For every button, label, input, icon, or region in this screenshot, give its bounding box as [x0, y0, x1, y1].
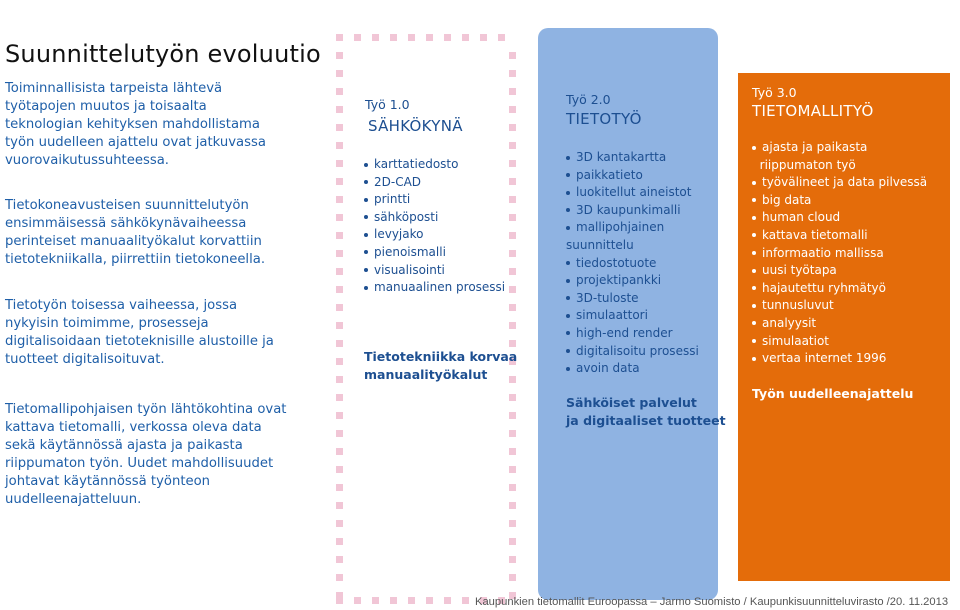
bullet-icon [566, 349, 570, 353]
list-item-label: manuaalinen prosessi [374, 280, 506, 295]
frame-dot [509, 52, 516, 59]
list-item [752, 297, 927, 315]
list-item-label: uusi työtapa [762, 263, 837, 278]
list-item-label: riippumaton työ [752, 157, 856, 172]
list-item [364, 226, 505, 244]
list-item-label: simulaattori [576, 308, 648, 323]
bullet-icon [566, 331, 570, 335]
frame-dot [509, 106, 516, 113]
frame-dot [462, 34, 469, 41]
frame-dot [372, 34, 379, 41]
list-item [364, 174, 505, 192]
col3-heading: Työ 3.0 [752, 85, 797, 100]
footer-text: Kaupunkien tietomallit Euroopassa – Jarmo Suomisto / Kaupunkisuunnitteluvirasto /20. 11.2013 [475, 596, 949, 608]
list-item [364, 191, 505, 209]
bullet-icon [752, 146, 756, 150]
frame-dot [336, 232, 343, 239]
list-item-label: työvälineet ja data pilvessä [762, 175, 928, 190]
bullet-icon [752, 269, 756, 273]
conclusion-line: Työn uudelleenajattelu [752, 386, 914, 401]
bullet-icon [364, 215, 368, 219]
frame-dot [336, 592, 343, 599]
list-item-label: projektipankki [576, 273, 662, 288]
bullet-icon [752, 286, 756, 290]
frame-dot [509, 448, 516, 455]
list-item [752, 174, 927, 192]
bullet-icon [566, 261, 570, 265]
frame-dot [336, 106, 343, 113]
frame-dot [336, 394, 343, 401]
list-item-label: high-end render [576, 325, 673, 340]
frame-dot [509, 268, 516, 275]
intro-line: ensimmäisessä sähkökynävaiheessa [5, 215, 247, 231]
intro-line: työtapojen muutos ja toisaalta [5, 98, 207, 114]
bullet-icon [752, 339, 756, 343]
conclusion-line: Sähköiset palvelut [566, 395, 697, 410]
list-item [752, 333, 927, 351]
list-item [752, 192, 927, 210]
bullet-icon [566, 226, 570, 230]
intro-line: uudelleenajatteluun. [5, 491, 142, 507]
col2-conclusion [566, 394, 726, 430]
list-item [752, 350, 927, 368]
list-item [566, 272, 699, 290]
list-item [752, 315, 927, 333]
frame-dot [426, 34, 433, 41]
frame-dot [444, 34, 451, 41]
bullet-icon [364, 268, 368, 272]
frame-dot [408, 597, 415, 604]
bullet-icon [566, 367, 570, 371]
frame-dot [509, 538, 516, 545]
frame-dot [336, 304, 343, 311]
frame-dot [509, 412, 516, 419]
frame-dot [498, 34, 505, 41]
conclusion-line: ja digitaaliset tuotteet [566, 413, 726, 428]
frame-dot [509, 520, 516, 527]
frame-dot [336, 502, 343, 509]
bullet-icon [566, 208, 570, 212]
col2-heading: Työ 2.0 [566, 92, 611, 107]
intro-line: perinteiset manuaalityökalut korvattiin [5, 233, 262, 249]
list-item [566, 219, 699, 237]
frame-dot [336, 52, 343, 59]
list-item-label: karttatiedosto [374, 157, 459, 171]
intro-line: kattava tietomalli, verkossa oleva data [5, 419, 262, 435]
intro-line: Tietokoneavusteisen suunnittelutyön [5, 198, 249, 213]
frame-dot [336, 556, 343, 563]
frame-dot [336, 160, 343, 167]
frame-dot [336, 358, 343, 365]
frame-dot [509, 160, 516, 167]
list-item [752, 157, 927, 175]
list-item [566, 149, 699, 167]
list-item-label: 3D-tuloste [576, 290, 639, 305]
intro-line: Tietotyön toisessa vaiheessa, jossa [5, 298, 238, 313]
bullet-icon [364, 198, 368, 202]
list-item [566, 167, 699, 185]
list-item-label: paikkatieto [576, 167, 643, 182]
bullet-icon [364, 163, 368, 167]
intro-line: Tietomallipohjaisen työn lähtökohtina ovat [5, 402, 287, 417]
bullet-icon [364, 233, 368, 237]
list-item [566, 237, 699, 255]
bullet-icon [566, 173, 570, 177]
list-item-label: informaatio mallissa [762, 245, 884, 260]
frame-dot [336, 124, 343, 131]
frame-dot [336, 214, 343, 221]
list-item [364, 156, 505, 174]
frame-dot [336, 448, 343, 455]
list-item-label: sähköposti [374, 209, 439, 224]
frame-dot [336, 70, 343, 77]
list-item-label: ajasta ja paikasta [762, 140, 868, 154]
frame-dot [336, 520, 343, 527]
list-item-label: big data [762, 192, 812, 207]
col1-conclusion [364, 348, 517, 384]
frame-dot [509, 196, 516, 203]
list-item [364, 244, 505, 262]
list-item [566, 360, 699, 378]
list-item-label: pienoismalli [374, 244, 446, 259]
frame-dot [509, 394, 516, 401]
list-item [566, 255, 699, 273]
list-item-label: 3D kantakartta [576, 150, 667, 164]
col3-conclusion [752, 385, 913, 403]
frame-dot [354, 34, 361, 41]
conclusion-line: Tietotekniikka korvaa [364, 349, 518, 364]
list-item-label: 3D kaupunkimalli [576, 202, 681, 217]
frame-dot [509, 322, 516, 329]
frame-dot [444, 597, 451, 604]
frame-dot [480, 34, 487, 41]
intro-line: teknologian kehityksen mahdollistama [5, 116, 260, 132]
list-item [566, 307, 699, 325]
frame-dot [336, 322, 343, 329]
list-item [752, 262, 927, 280]
frame-dot [390, 597, 397, 604]
frame-dot [336, 88, 343, 95]
frame-dot [509, 70, 516, 77]
frame-dot [336, 340, 343, 347]
list-item [364, 262, 505, 280]
frame-dot [509, 304, 516, 311]
list-item-label: levyjako [374, 227, 424, 242]
frame-dot [426, 597, 433, 604]
list-item-label: simulaatiot [762, 333, 830, 348]
list-item [752, 245, 927, 263]
frame-dot [336, 466, 343, 473]
intro-line: tietotekniikalla, piirrettiin tietokoneella. [5, 251, 266, 267]
intro-line: nykyisin toimimme, prosesseja [5, 315, 209, 331]
frame-dot [509, 124, 516, 131]
frame-dot [462, 597, 469, 604]
frame-dot [372, 597, 379, 604]
list-item-label: kattava tietomalli [762, 227, 868, 242]
col3-list [752, 139, 927, 368]
list-item [364, 279, 505, 297]
intro-line: riippumaton työn. Uudet mahdollisuudet [5, 455, 274, 471]
bullet-icon [752, 198, 756, 202]
frame-dot [509, 88, 516, 95]
frame-dot [336, 484, 343, 491]
list-item [752, 139, 927, 157]
frame-dot [354, 597, 361, 604]
list-item [752, 280, 927, 298]
intro-line: Toiminnallisista tarpeista lähtevä [5, 81, 223, 96]
frame-dot [509, 142, 516, 149]
intro-paragraph-1 [5, 80, 266, 170]
list-item-label: luokitellut aineistot [576, 185, 692, 200]
bullet-icon [752, 321, 756, 325]
intro-paragraph-4 [5, 401, 286, 508]
list-item-label: avoin data [576, 361, 640, 376]
intro-line: sekä käytännössä ajasta ja paikasta [5, 437, 243, 453]
list-item-label: tiedostotuote [576, 255, 657, 270]
frame-dot [509, 286, 516, 293]
list-item-label: suunnittelu [566, 237, 634, 252]
frame-dot [509, 214, 516, 221]
list-item-label: tunnusluvut [762, 298, 834, 313]
bullet-icon [566, 156, 570, 160]
frame-dot [336, 412, 343, 419]
list-item-label: hajautettu ryhmätyö [762, 280, 887, 295]
list-item [752, 209, 927, 227]
frame-dot [336, 196, 343, 203]
frame-dot [336, 178, 343, 185]
frame-dot [336, 34, 343, 41]
col2-subheading: TIETOTYÖ [566, 110, 642, 128]
list-item-label: 2D-CAD [374, 174, 422, 189]
list-item-label: visualisointi [374, 262, 445, 277]
bullet-icon [752, 181, 756, 185]
col2-list [566, 149, 699, 378]
col1-list [364, 156, 505, 297]
col1-subheading: SÄHKÖKYNÄ [368, 117, 463, 135]
frame-dot [390, 34, 397, 41]
list-item-label: printti [374, 192, 411, 207]
bullet-icon [566, 314, 570, 318]
bullet-icon [364, 180, 368, 184]
list-item [364, 209, 505, 227]
bullet-icon [566, 191, 570, 195]
list-item [566, 325, 699, 343]
frame-dot [509, 250, 516, 257]
intro-line: tuotteet digitalisoituvat. [5, 351, 165, 367]
frame-dot [509, 232, 516, 239]
frame-dot [509, 502, 516, 509]
col1-heading: Työ 1.0 [365, 97, 410, 112]
frame-dot [336, 268, 343, 275]
bullet-icon [752, 304, 756, 308]
frame-dot [336, 430, 343, 437]
list-item-label: digitalisoitu prosessi [576, 343, 699, 358]
frame-dot [509, 556, 516, 563]
list-item [566, 343, 699, 361]
intro-paragraph-3 [5, 297, 274, 369]
intro-line: johtavat käytännössä työnteon [5, 473, 211, 489]
frame-dot [336, 376, 343, 383]
bullet-icon [752, 233, 756, 237]
list-item-label: human cloud [762, 210, 841, 225]
list-item [566, 184, 699, 202]
frame-dot [336, 538, 343, 545]
intro-line: työn uudelleen ajattelu ovat jatkuvassa [5, 134, 266, 150]
frame-dot [336, 574, 343, 581]
intro-line: digitalisoidaan tietoteknisille alustoille ja [5, 333, 274, 349]
frame-dot [509, 340, 516, 347]
intro-paragraph-2 [5, 197, 265, 269]
bullet-icon [752, 251, 756, 255]
frame-dot [336, 142, 343, 149]
bullet-icon [364, 286, 368, 290]
frame-dot [336, 286, 343, 293]
conclusion-line: manuaalityökalut [364, 367, 488, 382]
frame-dot [509, 430, 516, 437]
list-item [566, 290, 699, 308]
col3-subheading: TIETOMALLITYÖ [752, 102, 874, 120]
list-item [566, 202, 699, 220]
list-item-label: analyysit [762, 315, 817, 330]
bullet-icon [752, 357, 756, 361]
bullet-icon [752, 216, 756, 220]
frame-dot [509, 574, 516, 581]
list-item-label: mallipohjainen [576, 220, 665, 235]
bullet-icon [566, 296, 570, 300]
frame-dot [509, 484, 516, 491]
frame-dot [509, 466, 516, 473]
frame-dot [509, 178, 516, 185]
bullet-icon [364, 250, 368, 254]
frame-dot [336, 250, 343, 257]
bullet-icon [566, 279, 570, 283]
frame-dot [408, 34, 415, 41]
list-item [752, 227, 927, 245]
intro-line: vuorovaikutussuhteessa. [5, 152, 169, 168]
page-title: Suunnittelutyön evoluutio [5, 40, 321, 68]
list-item-label: vertaa internet 1996 [762, 351, 887, 366]
